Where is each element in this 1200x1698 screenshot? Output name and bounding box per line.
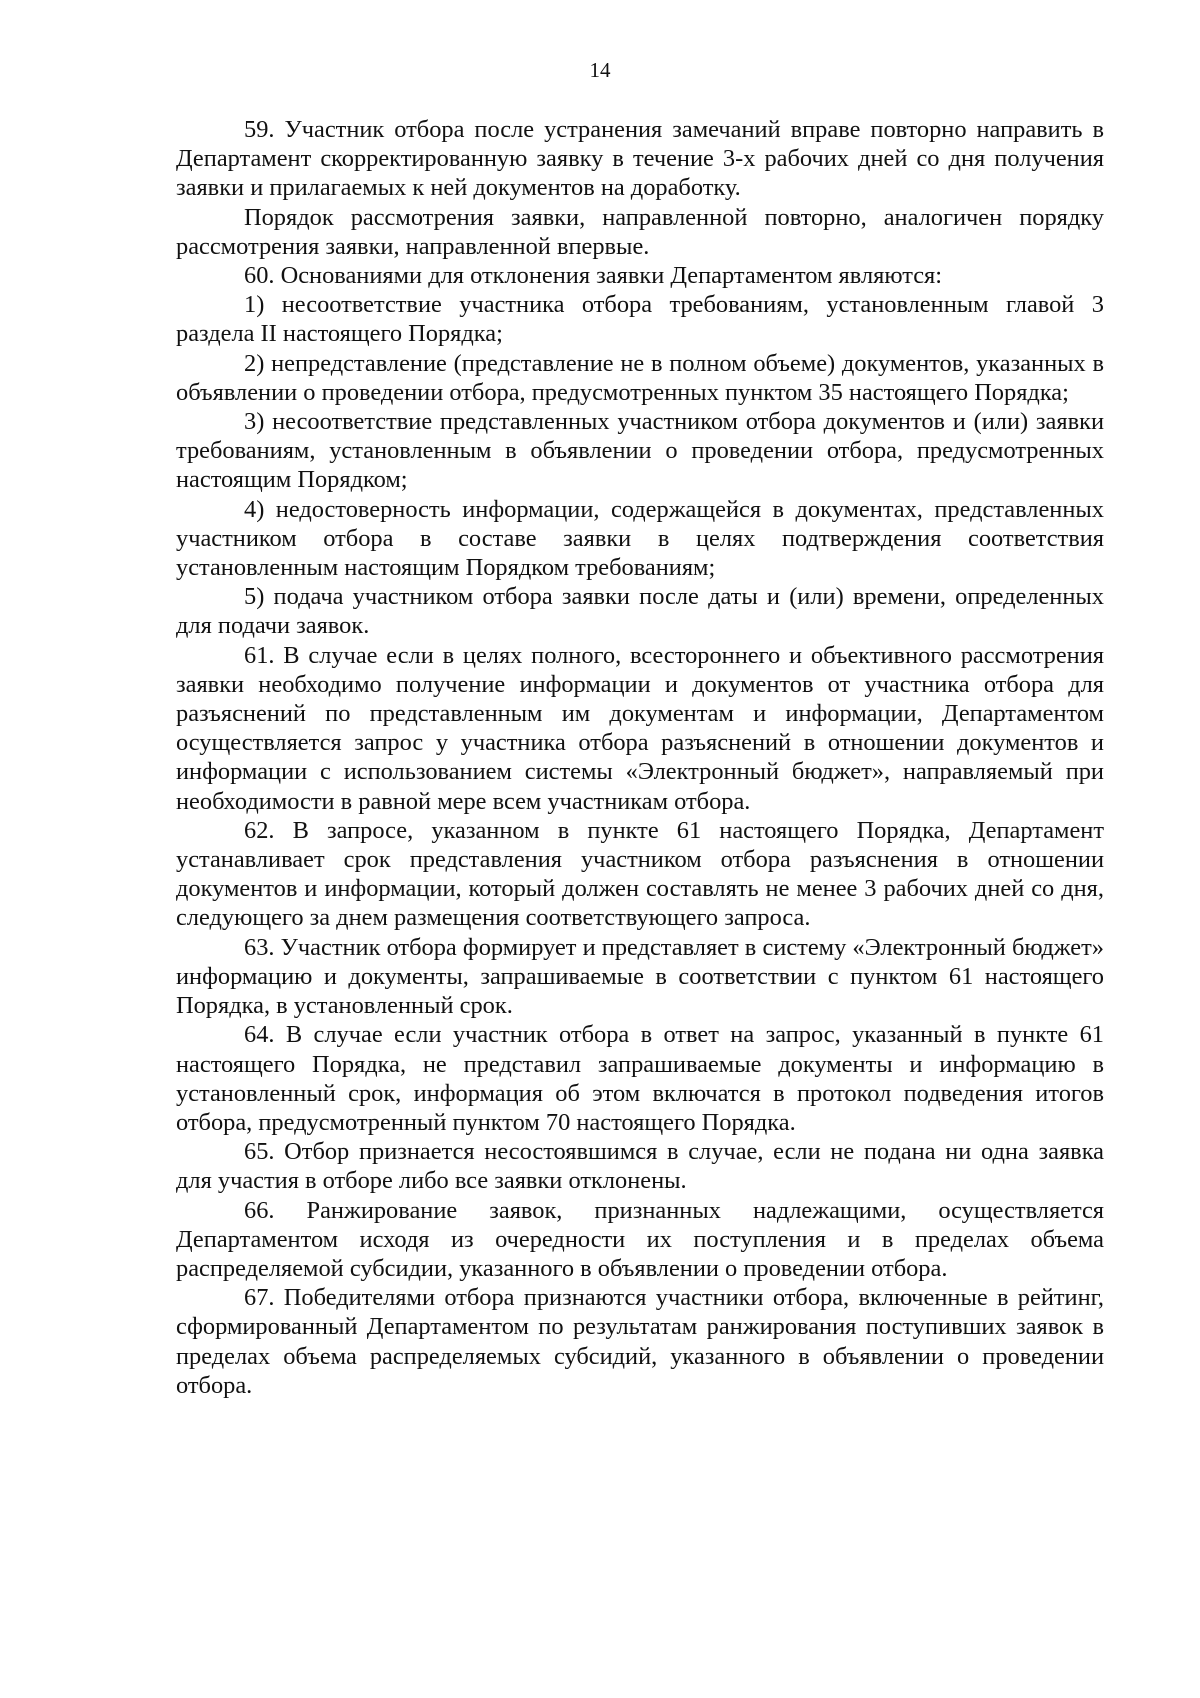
- paragraph-64: 64. В случае если участник отбора в ответ на запрос, указанный в пункте 61 настоящего Порядка, не представил запрашиваемые документы и информацию в установленный срок, информация об этом включатся в протокол подведения итогов отбора, предусмотренный пунктом 70 настоящего Порядка.: [176, 1021, 1104, 1136]
- paragraph-60-item-5: 5) подача участником отбора заявки после даты и (или) времени, определенных для подачи заявок.: [176, 583, 1104, 640]
- paragraph-60-item-3: 3) несоответствие представленных участником отбора документов и (или) заявки требованиям, установленным в объявлении о проведении отбора, предусмотренных настоящим Порядком;: [176, 408, 1104, 494]
- paragraph-59: 59. Участник отбора после устранения замечаний вправе повторно направить в Департамент скорректированную заявку в течение 3-х рабочих дней со дня получения заявки и прилагаемых к ней документов на доработку.: [176, 116, 1104, 202]
- paragraph-61: 61. В случае если в целях полного, всестороннего и объективного рассмотрения заявки необходимо получение информации и документов от участника отбора для разъяснений по представленным им документам и информации, Департаментом осуществляется запрос у участника отбора разъяснений в отношении документов и информации с использованием системы «Электронный бюджет», направляемый при необходимости в равной мере всем участникам отбора.: [176, 641, 1104, 815]
- paragraph-66: 66. Ранжирование заявок, признанных надлежащими, осуществляется Департаментом исходя из очередности их поступления и в пределах объема распределяемой субсидии, указанного в объявлении о проведении отбора.: [176, 1196, 1104, 1282]
- paragraph-67: 67. Победителями отбора признаются участники отбора, включенные в рейтинг, сформированный Департаментом по результатам ранжирования поступивших заявок в пределах объема распределяемых субсидий, указанного в объявлении о проведении отбора.: [176, 1284, 1104, 1399]
- document-body: [176, 115, 1104, 1400]
- paragraph-60-item-1: 1) несоответствие участника отбора требованиям, установленным главой 3 раздела II настоящего Порядка;: [176, 291, 1104, 348]
- paragraph-62: 62. В запросе, указанном в пункте 61 настоящего Порядка, Департамент устанавливает срок представления участником отбора разъяснения в отношении документов и информации, который должен составлять не менее 3 рабочих дней со дня, следующего за днем размещения соответствующего запроса.: [176, 816, 1104, 932]
- paragraph-60-item-4: 4) недостоверность информации, содержащейся в документах, представленных участником отбора в составе заявки в целях подтверждения соответствия установленным настоящим Порядком требованиям;: [176, 495, 1104, 582]
- paragraph-65: 65. Отбор признается несостоявшимся в случае, если не подана ни одна заявка для участия в отборе либо все заявки отклонены.: [176, 1138, 1104, 1195]
- paragraph-60: 60. Основаниями для отклонения заявки Департаментом являются:: [244, 262, 943, 290]
- paragraph-59-resubmission-order: Порядок рассмотрения заявки, направленной повторно, аналогичен порядку рассмотрения заявки, направленной впервые.: [176, 203, 1104, 260]
- paragraph-60-item-2: 2) непредставление (представление не в полном объеме) документов, указанных в объявлении о проведении отбора, предусмотренных пунктом 35 настоящего Порядка;: [176, 349, 1104, 406]
- paragraph-63: 63. Участник отбора формирует и представляет в систему «Электронный бюджет» информацию и документы, запрашиваемые в соответствии с пунктом 61 настоящего Порядка, в установленный срок.: [176, 933, 1104, 1020]
- page-number: 14: [589, 58, 611, 82]
